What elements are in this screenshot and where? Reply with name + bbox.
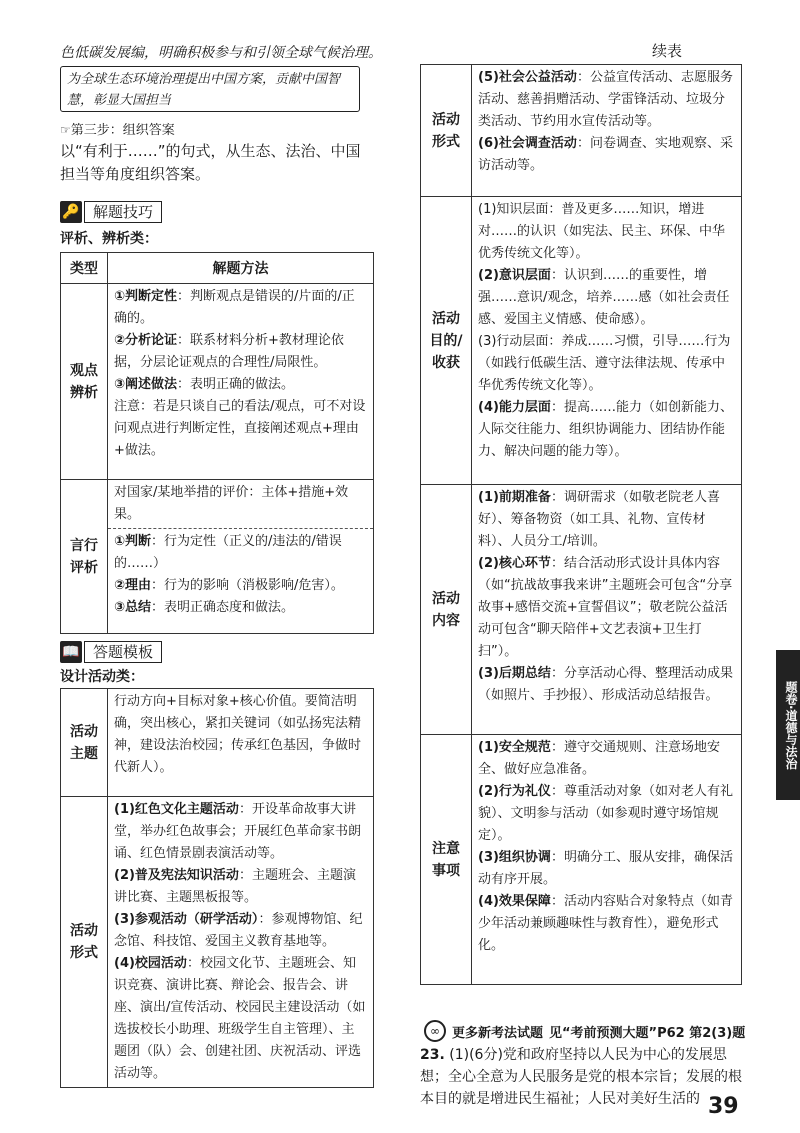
row-type: 活动目的/收获 xyxy=(421,197,472,485)
method-item: ②分析论证：联系材料分析+教材理论依据，分层论证观点的合理性/局限性。 xyxy=(114,333,344,370)
skills-title: 解题技巧 xyxy=(84,201,162,223)
more-ref: 见“考前预测大题”P62 第2(3)题 xyxy=(549,1025,746,1041)
form-item: (4)校园活动：校园文化节、主题班会、知识竞赛、演讲比赛、辩论会、报告会、讲座、演出/宣传活动、校园民主建设活动（如选拔校长小助理、班级学生自主管理）、主题团（队）会、创建社团、庆祝活动、评选活动等。 xyxy=(114,956,366,1081)
header-method: 解题方法 xyxy=(108,253,374,284)
template-title: 答题模板 xyxy=(84,641,162,663)
right-item: (3)组织协调：明确分工、服从安排，确保活动有序开展。 xyxy=(478,850,733,887)
right-item: (2)意识层面：认识到……的重要性，增强……意识/观念，培养……感（如社会责任感、爱国主义情感、使命感）。 xyxy=(478,268,730,327)
continued-label: 续表 xyxy=(652,42,683,60)
more-label: 更多新考法试题 xyxy=(452,1025,544,1041)
right-cell xyxy=(472,485,742,735)
right-item: (1)前期准备：调研需求（如敬老院老人喜好）、筹备物资（如工具、礼物、宣传材料）、人员分工/培训。 xyxy=(478,490,720,549)
side-tab: 题卷·道德与法治 xyxy=(776,650,800,800)
method-item: ②理由：行为的影响（消极影响/危害）。 xyxy=(114,578,344,593)
row-type: 言行评析 xyxy=(61,480,108,634)
method-cell xyxy=(108,284,374,480)
right-item: (4)效果保障：活动内容贴合对象特点（如青少年活动兼顾趣味性与教育性），避免形式化。 xyxy=(478,894,733,953)
row-type: 活动形式 xyxy=(421,65,472,197)
right-item: (1)安全规范：遵守交通规则、注意场地安全、做好应急准备。 xyxy=(478,740,720,777)
template-cell xyxy=(108,797,374,1088)
method-top: 对国家/某地举措的评价：主体+措施+效果。 xyxy=(114,485,349,522)
method-item: ③总结：表明正确态度和做法。 xyxy=(114,600,295,615)
row-type: 观点辨析 xyxy=(61,284,108,480)
method-item: ①判断：行为定性（正义的/违法的/错误的……） xyxy=(114,534,342,571)
form-item: (1)红色文化主题活动：开设革命故事大讲堂，举办红色故事会；开展红色革命家书朗诵、红色情景剧表演活动等。 xyxy=(114,802,362,861)
intro-line: 色低碳发展编，明确积极参与和引领全球气候治理。 xyxy=(60,45,382,61)
header-type: 类型 xyxy=(61,253,108,284)
right-item: (3)行动层面：养成……习惯，引导……行为（如践行低碳生活、遵守法律法规、传承中华优秀传统文化等）。 xyxy=(478,334,731,393)
link-icon: ∞ xyxy=(424,1020,446,1042)
template-header xyxy=(60,640,162,664)
template-table-right xyxy=(420,64,742,985)
right-cell xyxy=(472,735,742,985)
step3-text: 以“有利于……”的句式，从生态、法治、中国担当等角度组织答案。 xyxy=(60,142,361,183)
question-number: 23. xyxy=(420,1047,445,1063)
row-type: 活动内容 xyxy=(421,485,472,735)
right-item: (2)核心环节：结合活动形式设计具体内容（如“抗战故事我来讲”主题班会可包含“分享故事+感悟交流+宣誓倡议”；敬老院公益活动可包含“聊天陪伴+文艺表演+卫生打扫”）。 xyxy=(478,556,733,659)
right-item: (6)社会调查活动：问卷调查、实地观察、采访活动等。 xyxy=(478,136,733,173)
answer-box: 为全球生态环境治理提出中国方案，贡献中国智慧，彰显大国担当 xyxy=(60,66,360,112)
method-note: 注意：若是只谈自己的看法/观点，可不对设问观点进行判断定性，直接阐述观点+理由+做法。 xyxy=(114,399,366,458)
book-icon: 📖 xyxy=(60,641,82,663)
row-type: 活动形式 xyxy=(61,797,108,1088)
more-questions[interactable] xyxy=(424,1020,745,1042)
form-item: (2)普及宪法知识活动：主题班会、主题演讲比赛、主题黑板报等。 xyxy=(114,868,356,905)
row-type: 活动主题 xyxy=(61,689,108,797)
skills-header xyxy=(60,200,162,224)
skills-table xyxy=(60,252,374,634)
question-23 xyxy=(420,1044,742,1110)
form-item: (3)参观活动（研学活动）：参观博物馆、纪念馆、科技馆、爱国主义教育基地等。 xyxy=(114,912,363,949)
right-item: (5)社会公益活动：公益宣传活动、志愿服务活动、慈善捐赠活动、学雷锋活动、垃圾分类活动、节约用水宣传活动等。 xyxy=(478,70,733,129)
right-item: (2)行为礼仪：尊重活动对象（如对老人有礼貌）、文明参与活动（如参观时遵守场馆规定）。 xyxy=(478,784,733,843)
method-item: ①判断定性：判断观点是错误的/片面的/正确的。 xyxy=(114,289,355,326)
right-cell xyxy=(472,65,742,197)
method-item: ③阐述做法：表明正确的做法。 xyxy=(114,377,295,392)
method-cell xyxy=(108,480,374,634)
template-table-left xyxy=(60,688,374,1088)
row-type: 注意事项 xyxy=(421,735,472,985)
page-number: 39 xyxy=(708,1094,739,1119)
template-cell: 行动方向+目标对象+核心价值。要简洁明确，突出核心，紧扣关键词（如弘扬宪法精神，建设法治校园；传承红色基因，争做时代新人）。 xyxy=(108,689,374,797)
question-text: (1)(6分)党和政府坚持以人民为中心的发展思想；全心全意为人民服务是党的根本宗旨；发展的根本目的就是增进民生福祉；人民对美好生活的 xyxy=(420,1047,742,1107)
right-cell xyxy=(472,197,742,485)
template-subtitle: 设计活动类： xyxy=(60,669,144,685)
right-item: (3)后期总结：分享活动心得、整理活动成果（如照片、手抄报）、形成活动总结报告。 xyxy=(478,666,733,703)
step3-label: ☞第三步：组织答案 xyxy=(60,123,175,138)
right-item: (1)知识层面：普及更多……知识，增进对……的认识（如宪法、民主、环保、中华优秀传统文化等）。 xyxy=(478,202,726,261)
key-icon: 🔑 xyxy=(60,201,82,223)
skills-subtitle: 评析、辨析类： xyxy=(60,231,158,247)
right-item: (4)能力层面：提高……能力（如创新能力、人际交往能力、组织协调能力、团结协作能力、解决问题的能力等）。 xyxy=(478,400,733,459)
